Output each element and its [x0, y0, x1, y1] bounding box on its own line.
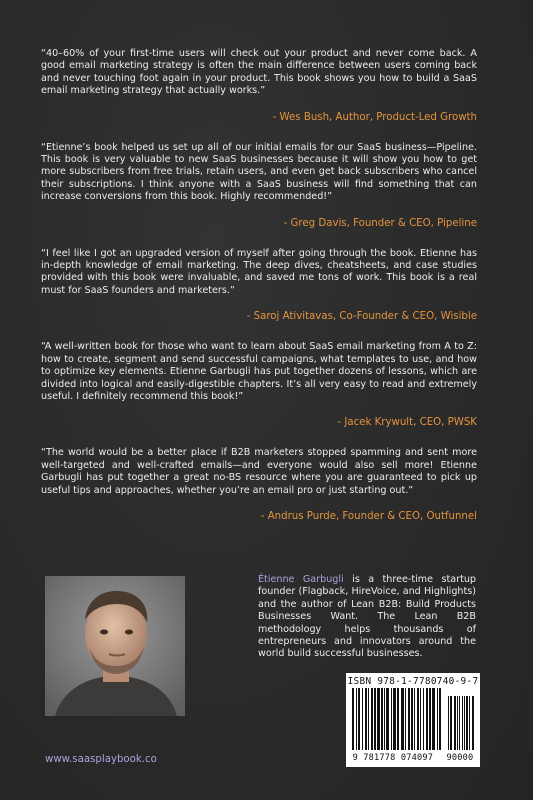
- barcode-bar: [362, 688, 363, 750]
- barcode-bar: [371, 688, 373, 750]
- barcode-addon-bar: [472, 696, 474, 750]
- barcode-bar: [358, 688, 360, 750]
- barcode-bar: [417, 688, 419, 750]
- author-name: Étienne Garbugli: [258, 574, 344, 585]
- isbn-number-main: 9 781778 074097: [352, 753, 434, 763]
- barcode-addon-bar: [462, 696, 463, 750]
- barcode-bar: [397, 688, 399, 750]
- barcode-addon-bar: [457, 696, 458, 750]
- barcode-bar: [393, 688, 396, 750]
- barcode-bar: [439, 688, 441, 750]
- barcode-icon: [350, 688, 476, 752]
- barcode-bar: [365, 688, 367, 750]
- barcode-addon-bar: [466, 696, 468, 750]
- website-link[interactable]: www.saasplaybook.co: [45, 754, 157, 765]
- author-portrait-icon: [45, 576, 185, 716]
- isbn-barcode: [346, 673, 480, 767]
- testimonial-attribution: - Jacek Krywult, CEO, PWSK: [337, 417, 477, 429]
- barcode-bar: [429, 688, 431, 750]
- isbn-number: [346, 753, 480, 763]
- testimonial-quote: “Etienne’s book helped us set up all of our initial emails for our SaaS business—Pipeline. This book is very valuable to new SaaS businesses because it will show you how to get more subscribers from free trials, retain users, and even get back subscribers who cancel their subscriptions. I think anyone with a SaaS business will find something that can increase conversions from this book. Highly recommended!”: [41, 141, 477, 203]
- barcode-bar: [411, 688, 413, 750]
- barcode-bar: [381, 688, 383, 750]
- barcode-bar: [423, 688, 424, 750]
- barcode-bar: [408, 688, 410, 750]
- testimonial-attribution: - Saroj Ativitavas, Co-Founder & CEO, Wisible: [246, 311, 477, 323]
- barcode-addon-bar: [448, 696, 449, 750]
- barcode-bar: [356, 688, 357, 750]
- author-bio: [258, 574, 476, 661]
- barcode-addon-bar: [459, 696, 460, 750]
- testimonial-quote: “I feel like I got an upgraded version of myself after going through the book. Etienne has in-depth knowledge of email marketing. The deep dives, cheatsheets, and case studies provided with this book were invaluable, and saved me tons of work. This book is a real must for SaaS founders and marketers.”: [41, 247, 477, 296]
- isbn-label: ISBN 978-1-7780740-9-7: [347, 676, 479, 687]
- barcode-bar: [377, 688, 380, 750]
- testimonials: [41, 48, 477, 541]
- barcode-bar: [414, 688, 415, 750]
- author-bio-text: is a three-time startup founder (Flagback, HireVoice, and Highlights) and the author of Lean B2B: Build Products Businesses Want. The Lean B2B methodology helps thousands of entrepreneurs and innovators around the world build successful businesses.: [258, 574, 476, 660]
- barcode-bar: [352, 688, 354, 750]
- testimonial-attribution: - Andrus Purde, Founder & CEO, Outfunnel: [260, 510, 477, 522]
- testimonial-quote: “40–60% of your first-time users will check out your product and never come back. A good email marketing strategy is often the main difference between users coming back and never touching foot again in your product. This book shows you how to build a SaaS email marketing strategy that actually works.”: [41, 48, 477, 97]
- barcode-bar: [420, 688, 421, 750]
- barcode-bar: [405, 688, 406, 750]
- testimonial-quote: “The world would be a better place if B2B marketers stopped spamming and sent more well-targeted and well-crafted emails—and everyone would also sell more! Etienne Garbugli has put together a great no-BS resource where you are guaranteed to pick up useful tips and approaches, whether you’re an email pro or just starting out.”: [41, 447, 477, 496]
- testimonial-attribution: - Wes Bush, Author, Product-Led Growth: [272, 111, 477, 123]
- barcode-bar: [437, 688, 438, 750]
- barcode-bar: [386, 688, 389, 750]
- testimonial-quote: “A well-written book for those who want to learn about SaaS email marketing from A to Z: how to create, segment and send successful campaigns, what templates to use, and how to optimize key elements. Etienne Garbugli has put together dozens of lessons, which are divided into logical and easily-digestible chapters. It’s all very easy to read and extremely useful. I definitely recommend this book!”: [41, 341, 477, 402]
- barcode-bar: [391, 688, 392, 750]
- barcode-addon-bar: [469, 696, 470, 750]
- isbn-addon: 90000: [446, 753, 474, 763]
- barcode-bar: [401, 688, 404, 750]
- barcode-bar: [368, 688, 369, 750]
- barcode-addon-bar: [464, 696, 465, 750]
- barcode-bar: [426, 688, 428, 750]
- author-photo: [45, 576, 185, 716]
- barcode-bar: [432, 688, 435, 750]
- barcode-bar: [374, 688, 376, 750]
- barcode-bar: [384, 688, 385, 750]
- testimonial-attribution: - Greg Davis, Founder & CEO, Pipeline: [283, 217, 477, 229]
- barcode-addon-bar: [450, 696, 452, 750]
- barcode-addon-bar: [454, 696, 456, 750]
